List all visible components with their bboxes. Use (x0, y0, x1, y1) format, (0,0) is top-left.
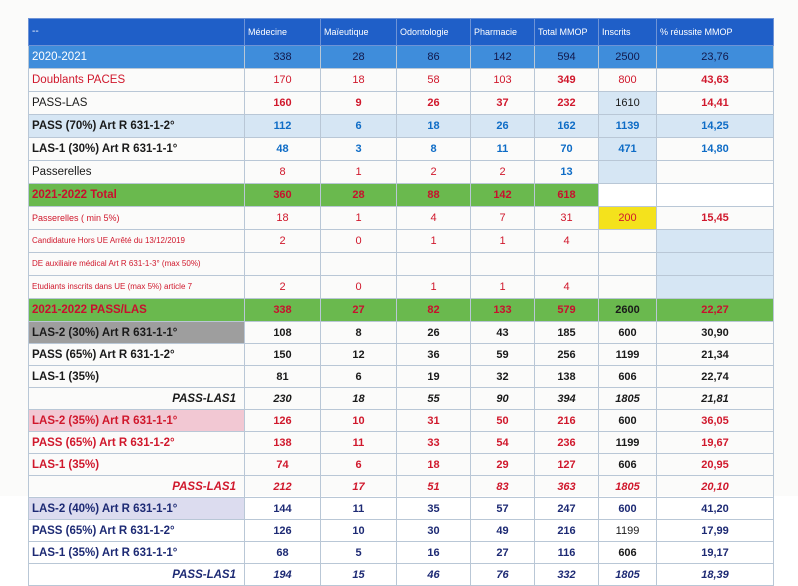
row-label: LAS-1 (35%) (29, 366, 245, 388)
row-label: LAS-1 (35%) Art R 631-1-1° (29, 542, 245, 564)
cell-value (657, 184, 774, 207)
cell-value: 2 (471, 161, 535, 184)
cell-value: 11 (321, 432, 397, 454)
cell-value (657, 253, 774, 276)
row-label: PASS (65%) Art R 631-1-2° (29, 432, 245, 454)
table-row-2020-2021 (29, 46, 774, 69)
cell-value: 144 (245, 498, 321, 520)
table-row-pass-65-c (29, 520, 774, 542)
cell-value: 0 (321, 276, 397, 299)
results-table (28, 18, 774, 586)
cell-value: 81 (245, 366, 321, 388)
cell-value: 133 (471, 299, 535, 322)
cell-value: 55 (397, 388, 471, 410)
cell-value: 606 (599, 542, 657, 564)
row-label: 2021-2022 Total (29, 184, 245, 207)
row-label: LAS-1 (30%) Art R 631-1-1° (29, 138, 245, 161)
cell-value: 82 (397, 299, 471, 322)
cell-value: 86 (397, 46, 471, 69)
cell-value: 18 (397, 454, 471, 476)
cell-value: 138 (245, 432, 321, 454)
cell-value: 13 (535, 161, 599, 184)
cell-value: 59 (471, 344, 535, 366)
cell-value: 11 (321, 498, 397, 520)
header-corner: -- (29, 19, 245, 46)
cell-value (657, 230, 774, 253)
cell-value: 18 (321, 69, 397, 92)
cell-value: 51 (397, 476, 471, 498)
table-row-pass-65-b (29, 432, 774, 454)
cell-value: 28 (321, 184, 397, 207)
cell-value: 8 (245, 161, 321, 184)
cell-value: 471 (599, 138, 657, 161)
cell-value: 31 (397, 410, 471, 432)
cell-value: 127 (535, 454, 599, 476)
cell-value: 0 (321, 230, 397, 253)
cell-value: 26 (471, 115, 535, 138)
table-row-2021-2022-total (29, 184, 774, 207)
cell-value: 1199 (599, 520, 657, 542)
cell-value: 618 (535, 184, 599, 207)
cell-value: 594 (535, 46, 599, 69)
table-row-las2-30 (29, 322, 774, 344)
cell-value: 256 (535, 344, 599, 366)
cell-value: 20,10 (657, 476, 774, 498)
cell-value: 216 (535, 520, 599, 542)
col-header-reussite: % réussite MMOP (657, 19, 774, 46)
cell-value: 800 (599, 69, 657, 92)
cell-value: 48 (245, 138, 321, 161)
cell-value: 247 (535, 498, 599, 520)
cell-value: 4 (535, 276, 599, 299)
table-row-las1-35-b (29, 454, 774, 476)
cell-value: 5 (321, 542, 397, 564)
cell-value: 30 (397, 520, 471, 542)
cell-value (471, 253, 535, 276)
cell-value: 200 (599, 207, 657, 230)
cell-value: 1 (321, 207, 397, 230)
cell-value: 12 (321, 344, 397, 366)
cell-value (397, 253, 471, 276)
table-row-pass-70 (29, 115, 774, 138)
table-row-las1-30 (29, 138, 774, 161)
cell-value: 150 (245, 344, 321, 366)
cell-value: 1199 (599, 344, 657, 366)
cell-value: 57 (471, 498, 535, 520)
cell-value: 600 (599, 322, 657, 344)
table-row-candidature-hors-ue (29, 230, 774, 253)
cell-value: 43 (471, 322, 535, 344)
cell-value: 11 (471, 138, 535, 161)
cell-value (245, 253, 321, 276)
cell-value: 4 (397, 207, 471, 230)
cell-value: 49 (471, 520, 535, 542)
cell-value: 46 (397, 564, 471, 586)
cell-value: 394 (535, 388, 599, 410)
cell-value: 35 (397, 498, 471, 520)
cell-value: 50 (471, 410, 535, 432)
cell-value: 17 (321, 476, 397, 498)
cell-value: 68 (245, 542, 321, 564)
row-label: LAS-2 (30%) Art R 631-1-1° (29, 322, 245, 344)
cell-value: 236 (535, 432, 599, 454)
table-row-passerelles (29, 161, 774, 184)
cell-value: 230 (245, 388, 321, 410)
table-row-las1-35-a (29, 366, 774, 388)
cell-value: 31 (535, 207, 599, 230)
cell-value: 338 (245, 299, 321, 322)
cell-value: 162 (535, 115, 599, 138)
cell-value: 36,05 (657, 410, 774, 432)
cell-value: 138 (535, 366, 599, 388)
table-row-pass-65-a (29, 344, 774, 366)
cell-value (599, 253, 657, 276)
cell-value: 15 (321, 564, 397, 586)
col-header-inscrits: Inscrits (599, 19, 657, 46)
cell-value: 2500 (599, 46, 657, 69)
cell-value: 4 (535, 230, 599, 253)
cell-value (535, 253, 599, 276)
cell-value: 6 (321, 115, 397, 138)
table-row-las2-35 (29, 410, 774, 432)
row-label: PASS (70%) Art R 631-1-2° (29, 115, 245, 138)
cell-value: 349 (535, 69, 599, 92)
col-header-odontologie: Odontologie (397, 19, 471, 46)
cell-value: 160 (245, 92, 321, 115)
cell-value: 17,99 (657, 520, 774, 542)
cell-value: 15,45 (657, 207, 774, 230)
cell-value: 3 (321, 138, 397, 161)
col-header-pharmacie: Pharmacie (471, 19, 535, 46)
cell-value: 112 (245, 115, 321, 138)
table-row-las2-40 (29, 498, 774, 520)
table-row-etudiants-ue (29, 276, 774, 299)
cell-value: 14,80 (657, 138, 774, 161)
cell-value: 27 (471, 542, 535, 564)
cell-value: 212 (245, 476, 321, 498)
row-label: PASS-LAS (29, 92, 245, 115)
cell-value: 600 (599, 410, 657, 432)
col-header-medecine: Médecine (245, 19, 321, 46)
cell-value: 1 (471, 276, 535, 299)
cell-value: 606 (599, 454, 657, 476)
cell-value: 1 (397, 230, 471, 253)
cell-value: 1805 (599, 476, 657, 498)
cell-value: 36 (397, 344, 471, 366)
cell-value: 10 (321, 520, 397, 542)
cell-value: 360 (245, 184, 321, 207)
cell-value (599, 230, 657, 253)
cell-value: 6 (321, 366, 397, 388)
cell-value (657, 161, 774, 184)
cell-value: 2 (245, 230, 321, 253)
table-row-pass-las1-c (29, 564, 774, 586)
cell-value (599, 276, 657, 299)
cell-value: 18 (397, 115, 471, 138)
cell-value: 1 (397, 276, 471, 299)
table-row-las1-35-c (29, 542, 774, 564)
cell-value: 21,34 (657, 344, 774, 366)
table-row-2021-2022-pass-las (29, 299, 774, 322)
cell-value: 103 (471, 69, 535, 92)
cell-value: 76 (471, 564, 535, 586)
row-label: PASS-LAS1 (29, 388, 245, 410)
cell-value: 2600 (599, 299, 657, 322)
cell-value: 74 (245, 454, 321, 476)
cell-value: 19 (397, 366, 471, 388)
cell-value: 232 (535, 92, 599, 115)
cell-value: 185 (535, 322, 599, 344)
row-label: LAS-2 (35%) Art R 631-1-1° (29, 410, 245, 432)
cell-value: 32 (471, 366, 535, 388)
header-row (29, 19, 774, 46)
cell-value: 43,63 (657, 69, 774, 92)
cell-value: 37 (471, 92, 535, 115)
cell-value: 142 (471, 184, 535, 207)
cell-value: 70 (535, 138, 599, 161)
cell-value: 30,90 (657, 322, 774, 344)
cell-value: 600 (599, 498, 657, 520)
cell-value: 27 (321, 299, 397, 322)
row-label: Doublants PACES (29, 69, 245, 92)
cell-value: 22,74 (657, 366, 774, 388)
cell-value: 26 (397, 92, 471, 115)
cell-value: 18,39 (657, 564, 774, 586)
cell-value: 20,95 (657, 454, 774, 476)
cell-value: 58 (397, 69, 471, 92)
row-label: LAS-2 (40%) Art R 631-1-1° (29, 498, 245, 520)
cell-value: 16 (397, 542, 471, 564)
cell-value: 116 (535, 542, 599, 564)
cell-value: 2 (397, 161, 471, 184)
cell-value: 170 (245, 69, 321, 92)
table-row-pass-las1-a (29, 388, 774, 410)
cell-value: 8 (397, 138, 471, 161)
row-label: Passerelles (29, 161, 245, 184)
cell-value: 363 (535, 476, 599, 498)
table-row-pass-las1-b (29, 476, 774, 498)
cell-value: 1 (321, 161, 397, 184)
row-label: PASS (65%) Art R 631-1-2° (29, 344, 245, 366)
cell-value: 332 (535, 564, 599, 586)
cell-value: 1805 (599, 564, 657, 586)
cell-value: 33 (397, 432, 471, 454)
cell-value: 216 (535, 410, 599, 432)
cell-value: 26 (397, 322, 471, 344)
cell-value: 22,27 (657, 299, 774, 322)
cell-value: 29 (471, 454, 535, 476)
cell-value: 1139 (599, 115, 657, 138)
cell-value: 6 (321, 454, 397, 476)
row-label: LAS-1 (35%) (29, 454, 245, 476)
cell-value: 194 (245, 564, 321, 586)
row-label: 2021-2022 PASS/LAS (29, 299, 245, 322)
cell-value: 18 (321, 388, 397, 410)
cell-value: 2 (245, 276, 321, 299)
table-row-passerelles-min5 (29, 207, 774, 230)
row-label: Passerelles ( min 5%) (29, 207, 245, 230)
cell-value: 83 (471, 476, 535, 498)
cell-value (599, 184, 657, 207)
cell-value: 21,81 (657, 388, 774, 410)
cell-value: 18 (245, 207, 321, 230)
cell-value (657, 276, 774, 299)
cell-value: 1610 (599, 92, 657, 115)
cell-value: 338 (245, 46, 321, 69)
cell-value: 126 (245, 520, 321, 542)
cell-value: 90 (471, 388, 535, 410)
row-label: PASS-LAS1 (29, 564, 245, 586)
cell-value (599, 161, 657, 184)
cell-value: 41,20 (657, 498, 774, 520)
table-row-doublants-paces (29, 69, 774, 92)
cell-value: 108 (245, 322, 321, 344)
row-label: 2020-2021 (29, 46, 245, 69)
row-label: Candidature Hors UE Arrêté du 13/12/2019 (29, 230, 245, 253)
row-label: PASS-LAS1 (29, 476, 245, 498)
cell-value: 8 (321, 322, 397, 344)
cell-value: 23,76 (657, 46, 774, 69)
cell-value: 606 (599, 366, 657, 388)
cell-value: 88 (397, 184, 471, 207)
table-row-pass-las (29, 92, 774, 115)
cell-value: 19,67 (657, 432, 774, 454)
cell-value: 579 (535, 299, 599, 322)
row-label: Etudiants inscrits dans UE (max 5%) article 7 (29, 276, 245, 299)
cell-value: 126 (245, 410, 321, 432)
col-header-total-mmop: Total MMOP (535, 19, 599, 46)
col-header-maieutique: Maïeutique (321, 19, 397, 46)
cell-value: 9 (321, 92, 397, 115)
cell-value: 14,41 (657, 92, 774, 115)
cell-value: 1805 (599, 388, 657, 410)
cell-value: 10 (321, 410, 397, 432)
cell-value (321, 253, 397, 276)
cell-value: 19,17 (657, 542, 774, 564)
cell-value: 14,25 (657, 115, 774, 138)
cell-value: 7 (471, 207, 535, 230)
cell-value: 28 (321, 46, 397, 69)
row-label: PASS (65%) Art R 631-1-2° (29, 520, 245, 542)
cell-value: 1199 (599, 432, 657, 454)
cell-value: 142 (471, 46, 535, 69)
cell-value: 54 (471, 432, 535, 454)
cell-value: 1 (471, 230, 535, 253)
row-label: DE auxiliaire médical Art R 631-1-3° (max 50%) (29, 253, 245, 276)
table-row-de-auxiliaire (29, 253, 774, 276)
